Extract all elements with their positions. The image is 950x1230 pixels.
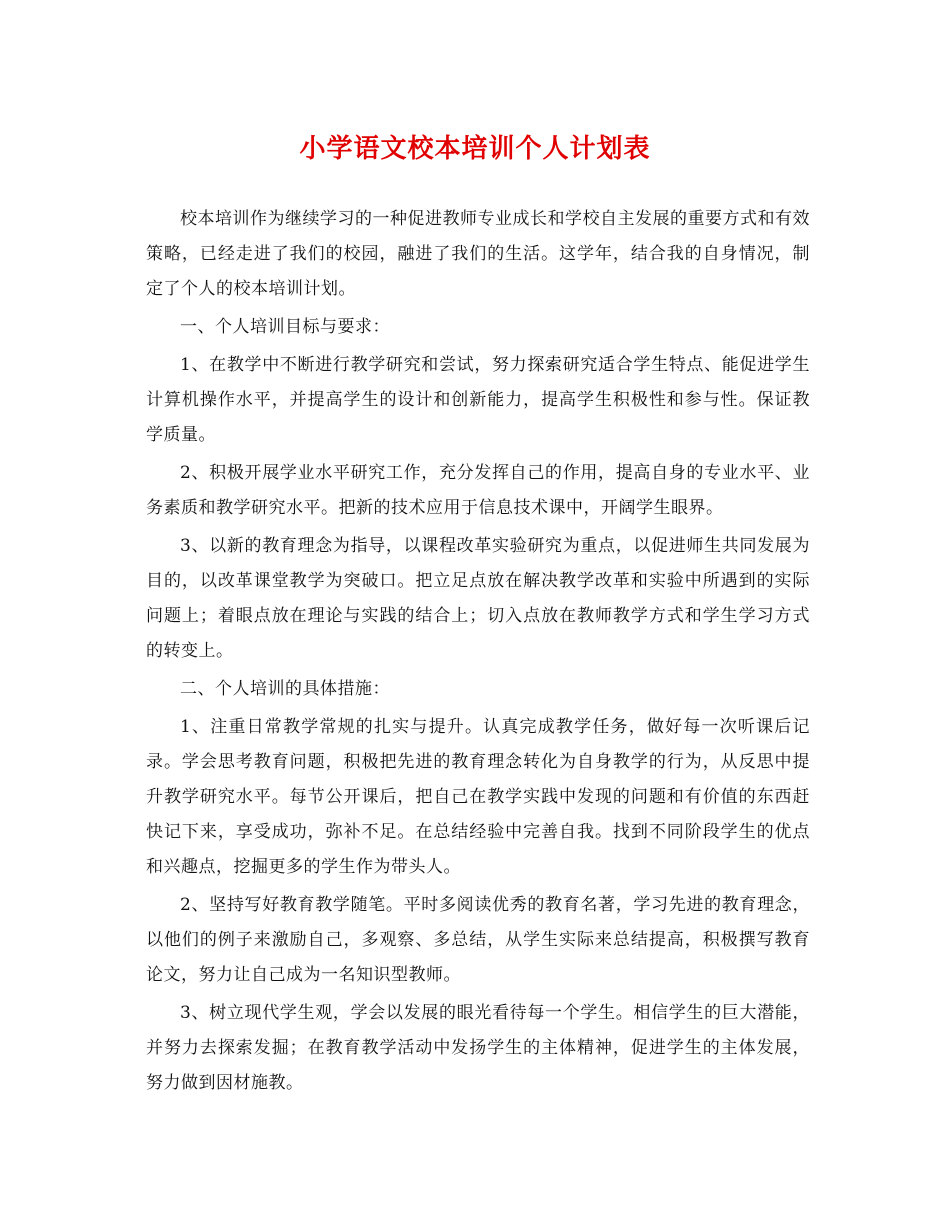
paragraph-measure-3: 3、树立现代学生观，学会以发展的眼光看待每一个学生。相信学生的巨大潜能，并努力去探索发掘；在教育教学活动中发扬学生的主体精神，促进学生的主体发展，努力做到因材施教。 (146, 1003, 810, 1093)
section-heading-measures: 二、个人培训的具体措施： (180, 679, 390, 699)
document-body (146, 202, 810, 1104)
paragraph-goal-3: 3、以新的教育理念为指导，以课程改革实验研究为重点，以促进师生共同发展为目的，以改革课堂教学为突破口。把立足点放在解决教学改革和实验中所遇到的实际问题上；着眼点放在理论与实践的结合上；切入点放在教师教学方式和学生学习方式的转变上。 (146, 536, 810, 661)
section-heading-goals: 一、个人培训目标与要求： (180, 317, 390, 337)
paragraph-intro: 校本培训作为继续学习的一种促进教师专业成长和学校自主发展的重要方式和有效策略，已经走进了我们的校园，融进了我们的生活。这学年，结合我的自身情况，制定了个人的校本培训计划。 (146, 209, 810, 299)
paragraph-measure-2: 2、坚持写好教育教学随笔。平时多阅读优秀的教育名著，学习先进的教育理念，以他们的例子来激励自己，多观察、多总结，从学生实际来总结提高，积极撰写教育论文，努力让自己成为一名知识型教师。 (146, 895, 810, 985)
paragraph-goal-2: 2、积极开展学业水平研究工作，充分发挥自己的作用，提高自身的专业水平、业务素质和教学研究水平。把新的技术应用于信息技术课中，开阔学生眼界。 (146, 463, 810, 518)
paragraph-measure-1: 1、注重日常教学常规的扎实与提升。认真完成教学任务，做好每一次听课后记录。学会思考教育问题，积极把先进的教育理念转化为自身教学的行为，从反思中提升教学研究水平。每节公开课后，把自己在教学实践中发现的问题和有价值的东西赶快记下来，享受成功，弥补不足。在总结经验中完善自我。找到不同阶段学生的优点和兴趣点，挖掘更多的学生作为带头人。 (146, 717, 810, 877)
paragraph-goal-1: 1、在教学中不断进行教学研究和尝试，努力探索研究适合学生特点、能促进学生计算机操作水平，并提高学生的设计和创新能力，提高学生积极性和参与性。保证教学质量。 (146, 355, 810, 445)
document-title: 小学语文校本培训个人计划表 (299, 134, 651, 164)
